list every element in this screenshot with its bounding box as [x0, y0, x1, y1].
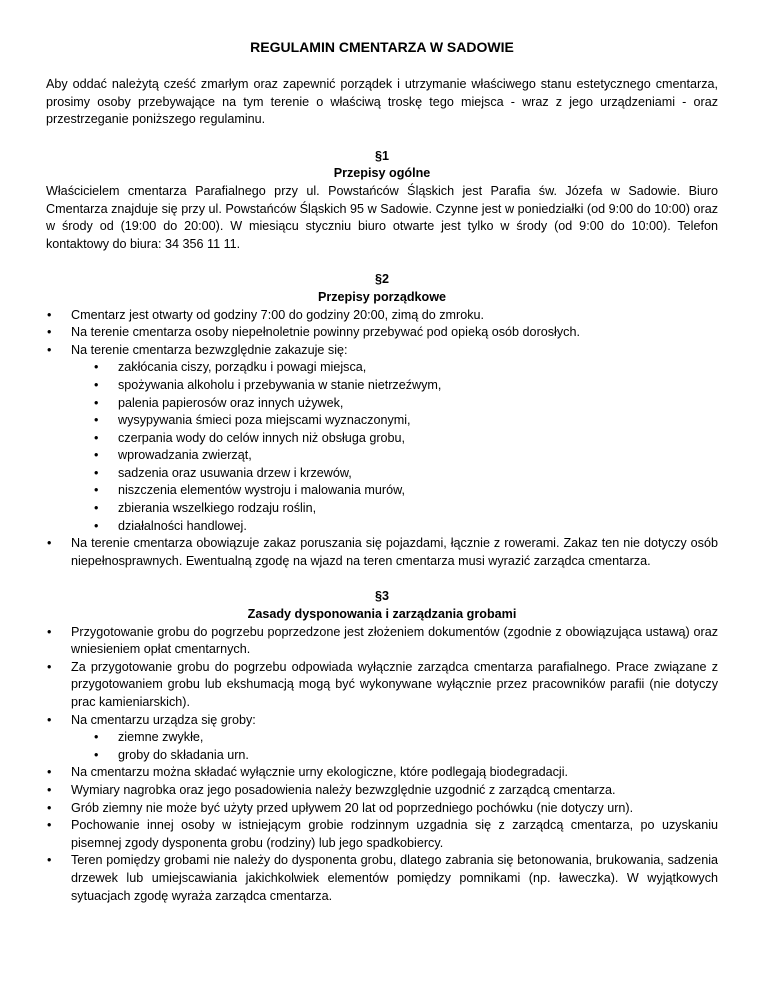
sublist-item: • zakłócania ciszy, porządku i powagi miejsca,	[93, 359, 718, 377]
list-item: • Na cmentarzu można składać wyłącznie urny ekologiczne, które podlegają biodegradacji.	[46, 764, 718, 782]
list-item: • Za przygotowanie grobu do pogrzebu odpowiada wyłącznie zarządca cmentarza parafialnego. Prace związane z przygotowaniem grobu lub ekshumacją mogą być wykonywane wyłącznie przez pracowników parafii (nie dotyczy prac kamieniarskich).	[46, 659, 718, 712]
section-1-heading: Przepisy ogólne	[333, 166, 431, 181]
sublist-item: • palenia papierosów oraz innych używek,	[93, 395, 718, 413]
list-item	[46, 712, 718, 765]
sublist-item: • sadzenia oraz usuwania drzew i krzewów,	[93, 465, 718, 483]
section-3-heading: Zasady dysponowania i zarządzania grobami	[247, 607, 517, 622]
sublist-item: • działalności handlowej.	[93, 518, 718, 536]
document-title: REGULAMIN CMENTARZA W SADOWIE	[250, 39, 514, 55]
list-item: • Na terenie cmentarza osoby niepełnoletnie powinny przebywać pod opieką osób dorosłych.	[46, 324, 718, 342]
list-item: • Przygotowanie grobu do pogrzebu poprzedzone jest złożeniem dokumentów (zgodnie z obowiązująca ustawą) oraz wniesieniem opłat cmentarnych.	[46, 624, 718, 659]
sublist-item: • czerpania wody do celów innych niż obsługa grobu,	[93, 430, 718, 448]
section-3-number: §3	[374, 589, 389, 604]
intro-paragraph: Aby oddać należytą cześć zmarłym oraz zapewnić porządek i utrzymanie właściwego stanu estetycznego cmentarza, prosimy osoby przebywające na tym terenie o właściwą troskę tego miejsca - wraz z jego urządzeniami - oraz przestrzeganie poniższego regulaminu.	[46, 77, 718, 127]
list-item: • Cmentarz jest otwarty od godziny 7:00 do godziny 20:00, zimą do zmroku.	[46, 307, 718, 325]
sublist-item: • spożywania alkoholu i przebywania w stanie nietrzeźwym,	[93, 377, 718, 395]
prohibitions-sublist	[93, 359, 718, 535]
sublist-item: • ziemne zwykłe,	[93, 729, 718, 747]
sublist-item: • groby do składania urn.	[93, 747, 718, 765]
list-item-text: Na cmentarzu urządza się groby:	[71, 712, 256, 727]
section-2-list	[46, 307, 718, 571]
list-item	[46, 342, 718, 536]
sublist-item: • wprowadzania zwierząt,	[93, 447, 718, 465]
section-3-list	[46, 624, 718, 906]
section-1-number: §1	[374, 148, 389, 163]
section-2-heading: Przepisy porządkowe	[317, 289, 447, 304]
list-item-text: Na terenie cmentarza bezwzględnie zakazuje się:	[71, 342, 348, 357]
list-item: • Teren pomiędzy grobami nie należy do dysponenta grobu, dlatego zabrania się betonowania, brukowania, sadzenia drzewek lub umiejscawiania jakichkolwiek elementów pomiędzy pomnikami (np. ławeczka). W wyjątkowych sytuacjach zgodę wyraża zarządca cmentarza.	[46, 852, 718, 905]
sublist-item: • niszczenia elementów wystroju i malowania murów,	[93, 482, 718, 500]
list-item: • Grób ziemny nie może być użyty przed upływem 20 lat od poprzedniego pochówku (nie dotyczy urn).	[46, 800, 718, 818]
section-1-text: Właścicielem cmentarza Parafialnego przy ul. Powstańców Śląskich jest Parafia św. Józefa w Sadowie. Biuro Cmentarza znajduje się przy ul. Powstańców Śląskich 95 w Sadowie. Czynne jest w poniedziałki (od 9:00 do 10:00) oraz w środy od (19:00 do 20:00). W miesiącu styczniu biuro otwarte jest tylko w środy (od 9:00 do 10:00). Telefon kontaktowy do biura: 34 356 11 11.	[46, 183, 718, 251]
grave-types-sublist	[93, 729, 718, 764]
list-item: • Na terenie cmentarza obowiązuje zakaz poruszania się pojazdami, łącznie z rowerami. Zakaz ten nie dotyczy osób niepełnosprawnych. Ewentualną zgodę na wjazd na teren cmentarza musi wyrazić zarządca cmentarza.	[46, 535, 718, 570]
section-2-number: §2	[374, 272, 389, 287]
sublist-item: • wysypywania śmieci poza miejscami wyznaczonymi,	[93, 412, 718, 430]
list-item: • Wymiary nagrobka oraz jego posadowienia należy bezwzględnie uzgodnić z zarządcą cmentarza.	[46, 782, 718, 800]
sublist-item: • zbierania wszelkiego rodzaju roślin,	[93, 500, 718, 518]
list-item: • Pochowanie innej osoby w istniejącym grobie rodzinnym uzgadnia się z zarządcą cmentarza, po uzyskaniu pisemnej zgody dysponenta grobu (rodziny) lub jego spadkobiercy.	[46, 817, 718, 852]
